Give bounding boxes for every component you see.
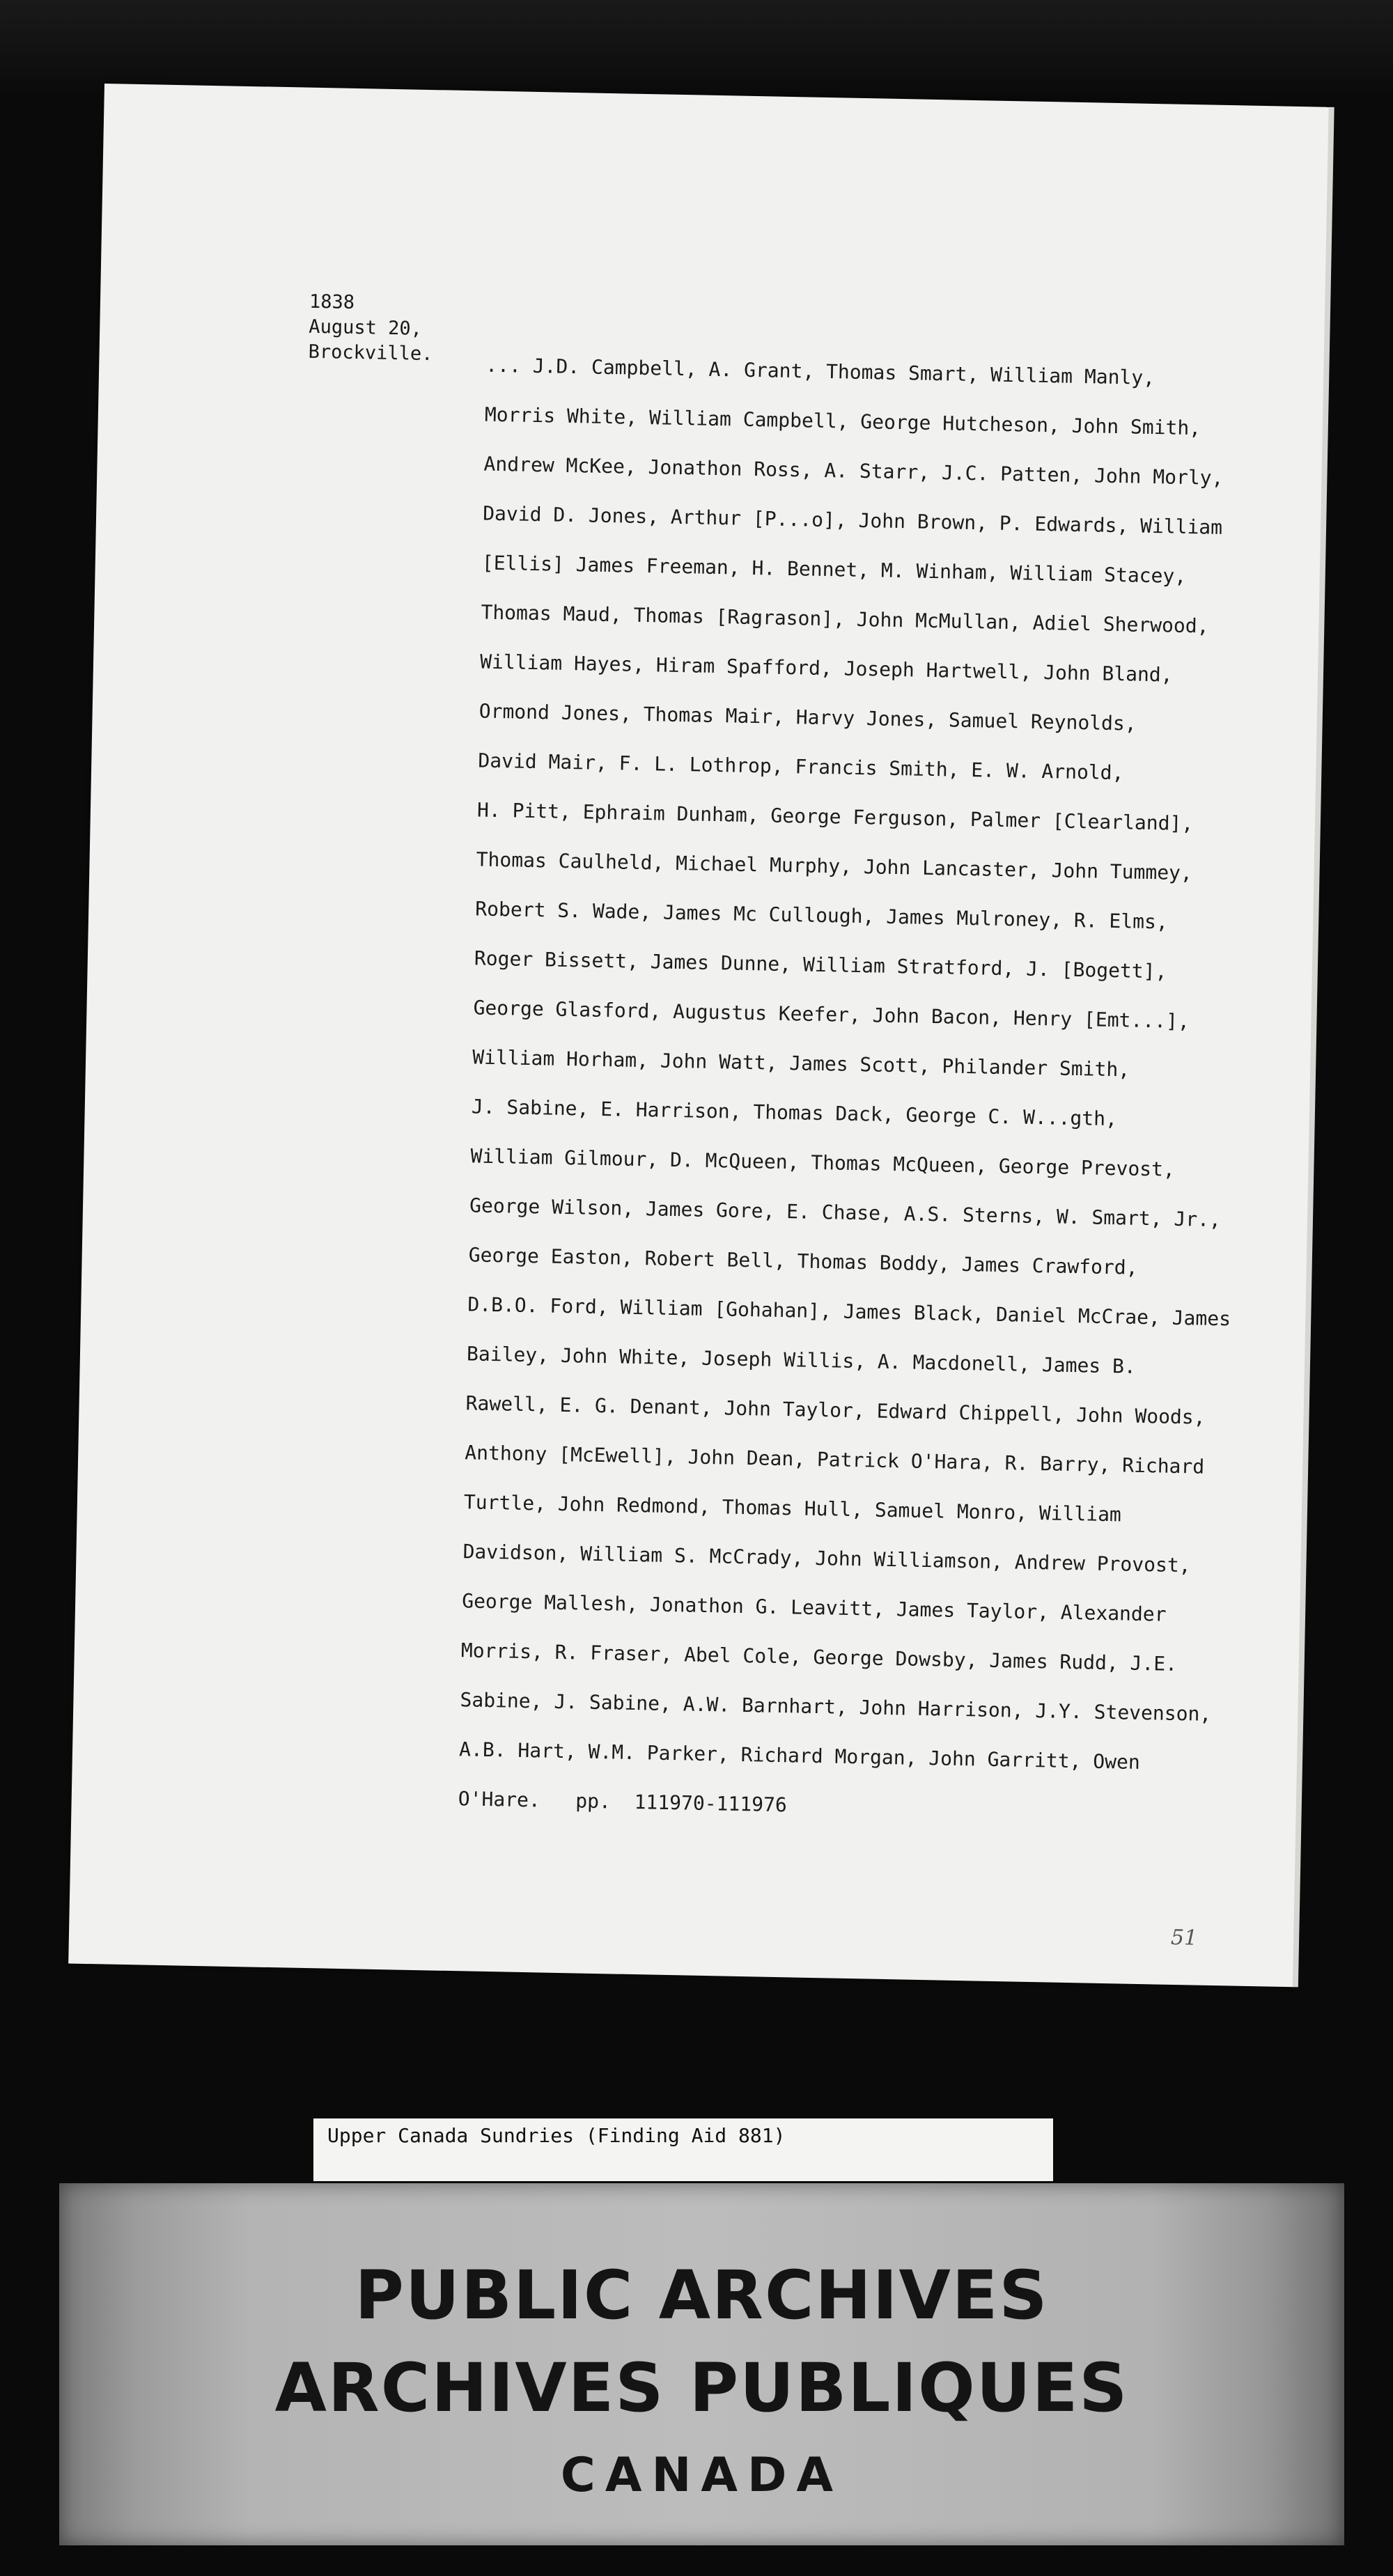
- text-line: George Easton, Robert Bell, Thomas Boddy, James Crawford,: [468, 1243, 1138, 1279]
- text-line: Morris, R. Fraser, Abel Cole, George Dowsby, James Rudd, J.E.: [460, 1639, 1178, 1676]
- stamp-line-french: ARCHIVES PUBLIQUES: [274, 2349, 1129, 2427]
- text-line: ... J.D. Campbell, A. Grant, Thomas Smart, William Manly,: [485, 353, 1155, 390]
- text-line: A.B. Hart, W.M. Parker, Richard Morgan, John Garritt, Owen: [458, 1738, 1141, 1774]
- text-line: Rawell, E. G. Denant, John Taylor, Edward Chippell, John Woods,: [465, 1391, 1206, 1429]
- text-line: George Glasford, Augustus Keefer, John Bacon, Henry [Emt...],: [473, 996, 1190, 1033]
- text-line: David D. Jones, Arthur [P...o], John Brown, P. Edwards, William: [482, 501, 1223, 539]
- text-line: [Ellis] James Freeman, H. Bennet, M. Winham, William Stacey,: [481, 551, 1187, 588]
- date-day: August 20,: [309, 315, 423, 340]
- text-line: George Wilson, James Gore, E. Chase, A.S. Sterns, W. Smart, Jr.,: [469, 1194, 1222, 1232]
- text-line: Roger Bissett, James Dunne, William Stratford, J. [Bogett],: [474, 946, 1167, 983]
- folio-number: 51: [1170, 1925, 1198, 1951]
- text-line: Bailey, John White, Joseph Willis, A. Macdonell, James B.: [466, 1342, 1137, 1378]
- text-line: Sabine, J. Sabine, A.W. Barnhart, John Harrison, J.Y. Stevenson,: [460, 1688, 1212, 1726]
- text-line: Turtle, John Redmond, Thomas Hull, Samuel Monro, William: [463, 1490, 1122, 1527]
- text-line: William Hayes, Hiram Spafford, Joseph Hartwell, John Bland,: [479, 650, 1173, 687]
- text-line: Anthony [McEwell], John Dean, Patrick O'Hara, R. Barry, Richard: [465, 1441, 1205, 1478]
- date-place: Brockville.: [308, 341, 433, 366]
- text-line: J. Sabine, E. Harrison, Thomas Dack, George C. W...gth,: [471, 1095, 1118, 1131]
- text-line: Robert S. Wade, James Mc Cullough, James Mulroney, R. Elms,: [475, 897, 1169, 934]
- date-block: [308, 290, 434, 367]
- name-list: [458, 341, 1308, 1839]
- stamp-line-country: CANADA: [560, 2448, 843, 2503]
- finding-aid-text: Upper Canada Sundries (Finding Aid 881): [327, 2124, 786, 2147]
- document-page: [68, 84, 1330, 1987]
- text-line: David Mair, F. L. Lothrop, Francis Smith, E. W. Arnold,: [478, 749, 1124, 785]
- text-line: D.B.O. Ford, William [Gohahan], James Black, Daniel McCrae, James: [467, 1293, 1231, 1331]
- date-year: 1838: [309, 290, 355, 313]
- text-line: George Mallesh, Jonathon G. Leavitt, James Taylor, Alexander: [461, 1589, 1167, 1626]
- text-line: Thomas Caulheld, Michael Murphy, John Lancaster, John Tummey,: [476, 848, 1193, 885]
- text-line: Andrew McKee, Jonathon Ross, A. Starr, J.C. Patten, John Morly,: [483, 452, 1224, 490]
- scan-background: [0, 0, 1393, 97]
- archives-stamp: [59, 2183, 1344, 2545]
- text-line: O'Hare. pp. 111970-111976: [458, 1787, 788, 1817]
- finding-aid-label: [313, 2118, 1053, 2181]
- text-line: Thomas Maud, Thomas [Ragrason], John McMullan, Adiel Sherwood,: [481, 600, 1209, 638]
- text-line: Ormond Jones, Thomas Mair, Harvy Jones, Samuel Reynolds,: [478, 699, 1137, 735]
- text-line: Morris White, William Campbell, George Hutcheson, John Smith,: [484, 403, 1201, 440]
- text-line: William Gilmour, D. McQueen, Thomas McQueen, George Prevost,: [470, 1144, 1176, 1181]
- stamp-line-english: PUBLIC ARCHIVES: [355, 2256, 1049, 2334]
- text-line: Davidson, William S. McCrady, John Williamson, Andrew Provost,: [462, 1540, 1191, 1577]
- text-line: William Horham, John Watt, James Scott, Philander Smith,: [472, 1045, 1130, 1082]
- text-line: H. Pitt, Ephraim Dunham, George Ferguson, Palmer [Clearland],: [476, 798, 1194, 836]
